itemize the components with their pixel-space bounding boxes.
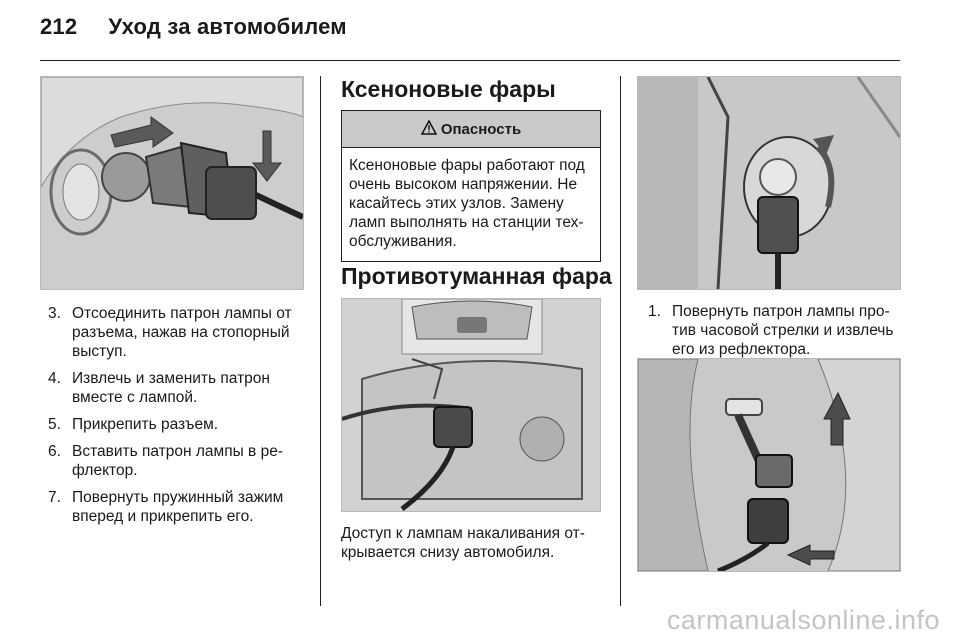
fog-bulb-rotate-illustration — [638, 77, 900, 289]
step-item — [48, 488, 300, 526]
step-item — [48, 442, 300, 480]
left-steps-list — [48, 304, 300, 534]
page-header — [40, 14, 347, 40]
step-text: Повернуть патрон лампы про-тив часовой стрелки и извлечь его из рефлектора. — [672, 303, 894, 358]
step-item — [48, 304, 300, 361]
step-text: Извлечь и заменить патрон вместе с лампой. — [72, 370, 270, 406]
step-number: 3. — [48, 305, 61, 322]
header-rule — [40, 60, 900, 61]
step-number: 5. — [48, 416, 61, 433]
figure-fog-lamp — [341, 298, 601, 512]
warning-header — [342, 111, 600, 148]
column-divider-right — [620, 76, 621, 606]
step-number: 4. — [48, 370, 61, 387]
watermark: carmanualsonline.info — [666, 605, 940, 635]
column-divider-left — [320, 76, 321, 606]
step-text: Отсоединить патрон лампы от разъема, нажав на стопорный выступ. — [72, 305, 292, 360]
figure-fog-bulb-rotate — [637, 76, 901, 290]
step-item — [48, 369, 300, 407]
step-text: Вставить патрон лампы в ре-флектор. — [72, 443, 283, 479]
warning-title: Опасность — [440, 120, 522, 138]
step-number: 7. — [48, 489, 61, 506]
step-text: Прикрепить разъем. — [72, 416, 219, 433]
warning-box — [341, 110, 601, 262]
step-item — [648, 302, 900, 359]
fog-access-text: Доступ к лампам накаливания от-крывается снизу автомобиля. — [341, 525, 585, 561]
warning-text: Ксеноновые фары работают под очень высоком напряжении. Не касайтесь этих узлов. Замену ламп выполнять на станции тех-обслуживания. — [349, 157, 585, 250]
step-number: 1. — [648, 303, 661, 320]
bulb-holder-illustration — [41, 77, 303, 289]
figure-fog-bulb-removed — [637, 358, 901, 572]
fog-bulb-removed-illustration — [638, 359, 900, 571]
page-number: 212 — [40, 14, 78, 39]
page-title: Уход за автомобилем — [108, 14, 347, 39]
fog-lamp-heading: Противотуманная фара — [341, 263, 612, 289]
fog-lamp-illustration — [342, 299, 600, 511]
warning-triangle-icon — [421, 120, 437, 139]
figure-bulb-holder — [40, 76, 304, 290]
step-text: Повернуть пружинный зажим вперед и прикрепить его. — [72, 489, 284, 525]
step-item — [48, 415, 300, 434]
step-number: 6. — [48, 443, 61, 460]
xenon-heading: Ксеноновые фары — [341, 76, 556, 102]
